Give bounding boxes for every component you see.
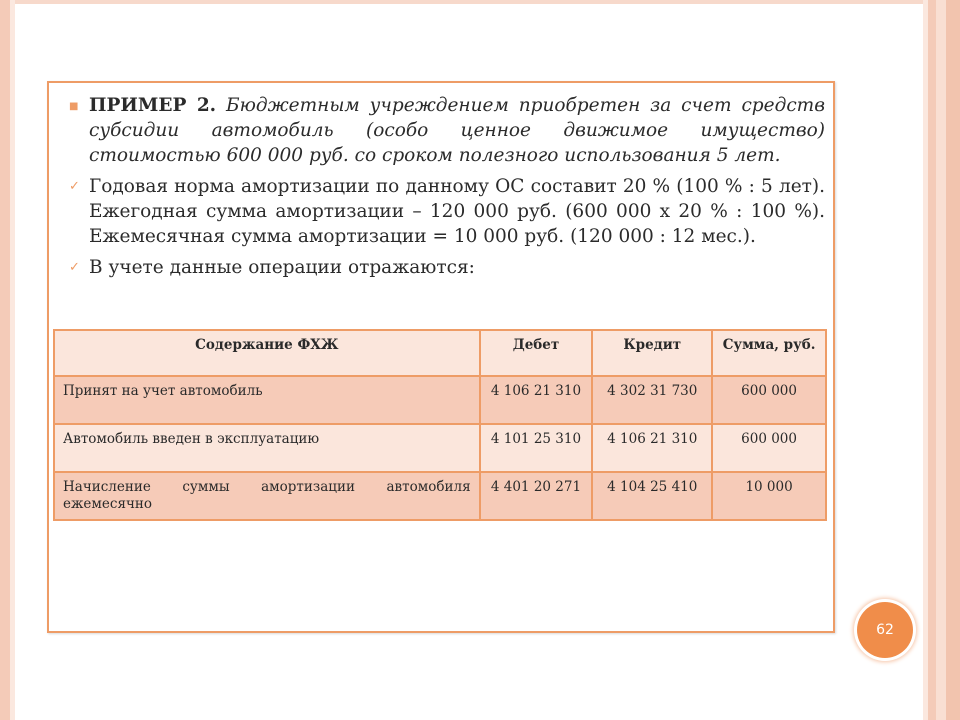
- cell-sum: 10 000: [712, 472, 826, 520]
- check-bullet-icon: ✓: [69, 260, 80, 275]
- check-bullet-icon: ✓: [69, 179, 80, 194]
- right-stripe: [946, 0, 960, 720]
- square-bullet-icon: ■: [69, 101, 79, 112]
- right-stripe-inner-light: [923, 0, 928, 720]
- header-content: Содержание ФХЖ: [54, 330, 480, 376]
- bullet-list: [63, 93, 825, 286]
- cell-credit: 4 104 25 410: [592, 472, 712, 520]
- bullet-example: [63, 93, 825, 168]
- cell-content: Принят на учет автомобиль: [54, 376, 480, 424]
- bullet-rate: [63, 174, 825, 249]
- cell-debit: 4 401 20 271: [480, 472, 593, 520]
- table-row: [54, 424, 826, 472]
- right-stripe-light: [936, 0, 946, 720]
- bullet-accounting: [63, 255, 825, 280]
- page-number-badge: 62: [857, 602, 913, 658]
- header-debit: Дебет: [480, 330, 593, 376]
- accounting-text: В учете данные операции отражаются:: [89, 257, 475, 278]
- left-stripe: [0, 0, 10, 720]
- example-label: ПРИМЕР 2.: [89, 95, 217, 116]
- cell-debit: 4 101 25 310: [480, 424, 593, 472]
- table-row: [54, 472, 826, 520]
- left-stripe-light: [10, 0, 15, 720]
- table-row: [54, 376, 826, 424]
- cell-debit: 4 106 21 310: [480, 376, 593, 424]
- cell-sum: 600 000: [712, 376, 826, 424]
- cell-credit: 4 106 21 310: [592, 424, 712, 472]
- cell-content: Автомобиль введен в эксплуатацию: [54, 424, 480, 472]
- header-credit: Кредит: [592, 330, 712, 376]
- rate-text: Годовая норма амортизации по данному ОС составит 20 % (100 % : 5 лет). Ежегодная сумма амортизации – 120 000 руб. (600 000 х 20 % : 100 %). Ежемесячная сумма амортизации = 10 000 руб. (120 000 : 12 мес.).: [89, 176, 825, 247]
- table-header-row: [54, 330, 826, 376]
- header-sum: Сумма, руб.: [712, 330, 826, 376]
- cell-credit: 4 302 31 730: [592, 376, 712, 424]
- example-text: Бюджетным учреждением приобретен за счет средств субсидии автомобиль (особо ценное движимое имущество) стоимостью 600 000 руб. со сроком полезного использования 5 лет.: [89, 95, 825, 166]
- cell-content: Начисление суммы амортизации автомобиля ежемесячно: [54, 472, 480, 520]
- cell-sum: 600 000: [712, 424, 826, 472]
- content-box: [47, 81, 835, 633]
- operations-table: [53, 329, 827, 521]
- right-stripe-inner: [928, 0, 936, 720]
- top-border: [0, 0, 960, 4]
